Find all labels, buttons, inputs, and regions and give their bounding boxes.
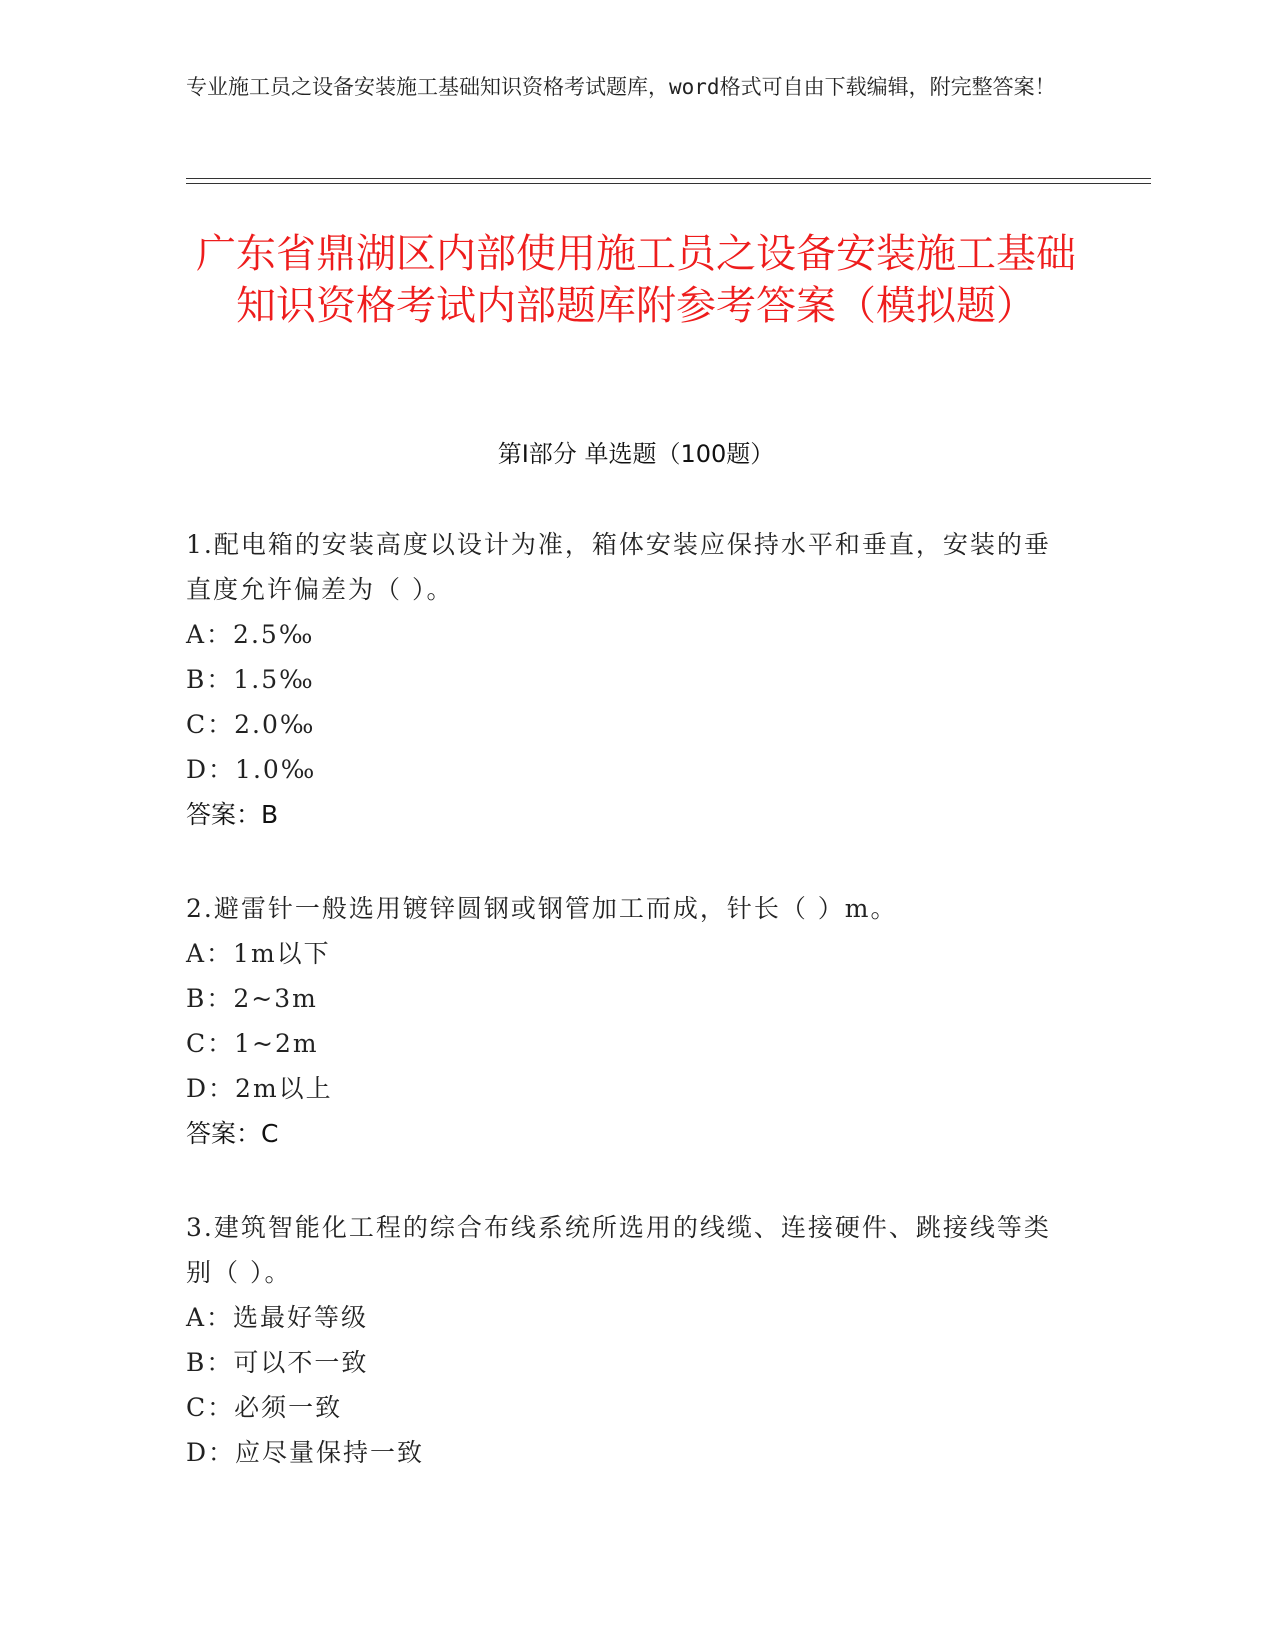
header-divider (186, 178, 1151, 179)
question-3 (186, 1205, 1066, 1475)
option-d: D：2m以上 (186, 1074, 333, 1103)
option-a: A：2.5‰ (186, 620, 315, 649)
question-text: 1.配电箱的安装高度以设计为准，箱体安装应保持水平和垂直，安装的垂直度允许偏差为（ ）。 (186, 530, 1051, 604)
option-c: C：2.0‰ (186, 710, 316, 739)
document-title: 广东省鼎湖区内部使用施工员之设备安装施工基础知识资格考试内部题库附参考答案（模拟题） (196, 231, 1076, 329)
header-divider-second (186, 183, 1151, 184)
option-a: A：1m以下 (186, 939, 331, 968)
answer: 答案：C (186, 1119, 279, 1148)
option-b: B：2~3m (186, 984, 318, 1013)
answer: 答案：B (186, 800, 279, 829)
header-note: 专业施工员之设备安装施工基础知识资格考试题库，word格式可自由下载编辑，附完整答案！ (186, 75, 1056, 99)
option-b: B：1.5‰ (186, 665, 315, 694)
option-c: C：1~2m (186, 1029, 319, 1058)
question-text: 2.避雷针一般选用镀锌圆钢或钢管加工而成，针长（ ）m。 (186, 894, 898, 923)
question-2 (186, 886, 1066, 1156)
option-a: A：选最好等级 (186, 1303, 369, 1332)
question-1 (186, 522, 1066, 837)
option-b: B：可以不一致 (186, 1348, 369, 1377)
option-c: C：必须一致 (186, 1393, 343, 1422)
section-heading: 第Ⅰ部分 单选题（100题） (497, 440, 775, 468)
question-text: 3.建筑智能化工程的综合布线系统所选用的线缆、连接硬件、跳接线等类别（ ）。 (186, 1213, 1051, 1287)
option-d: D：1.0‰ (186, 755, 317, 784)
option-d: D：应尽量保持一致 (186, 1438, 425, 1467)
